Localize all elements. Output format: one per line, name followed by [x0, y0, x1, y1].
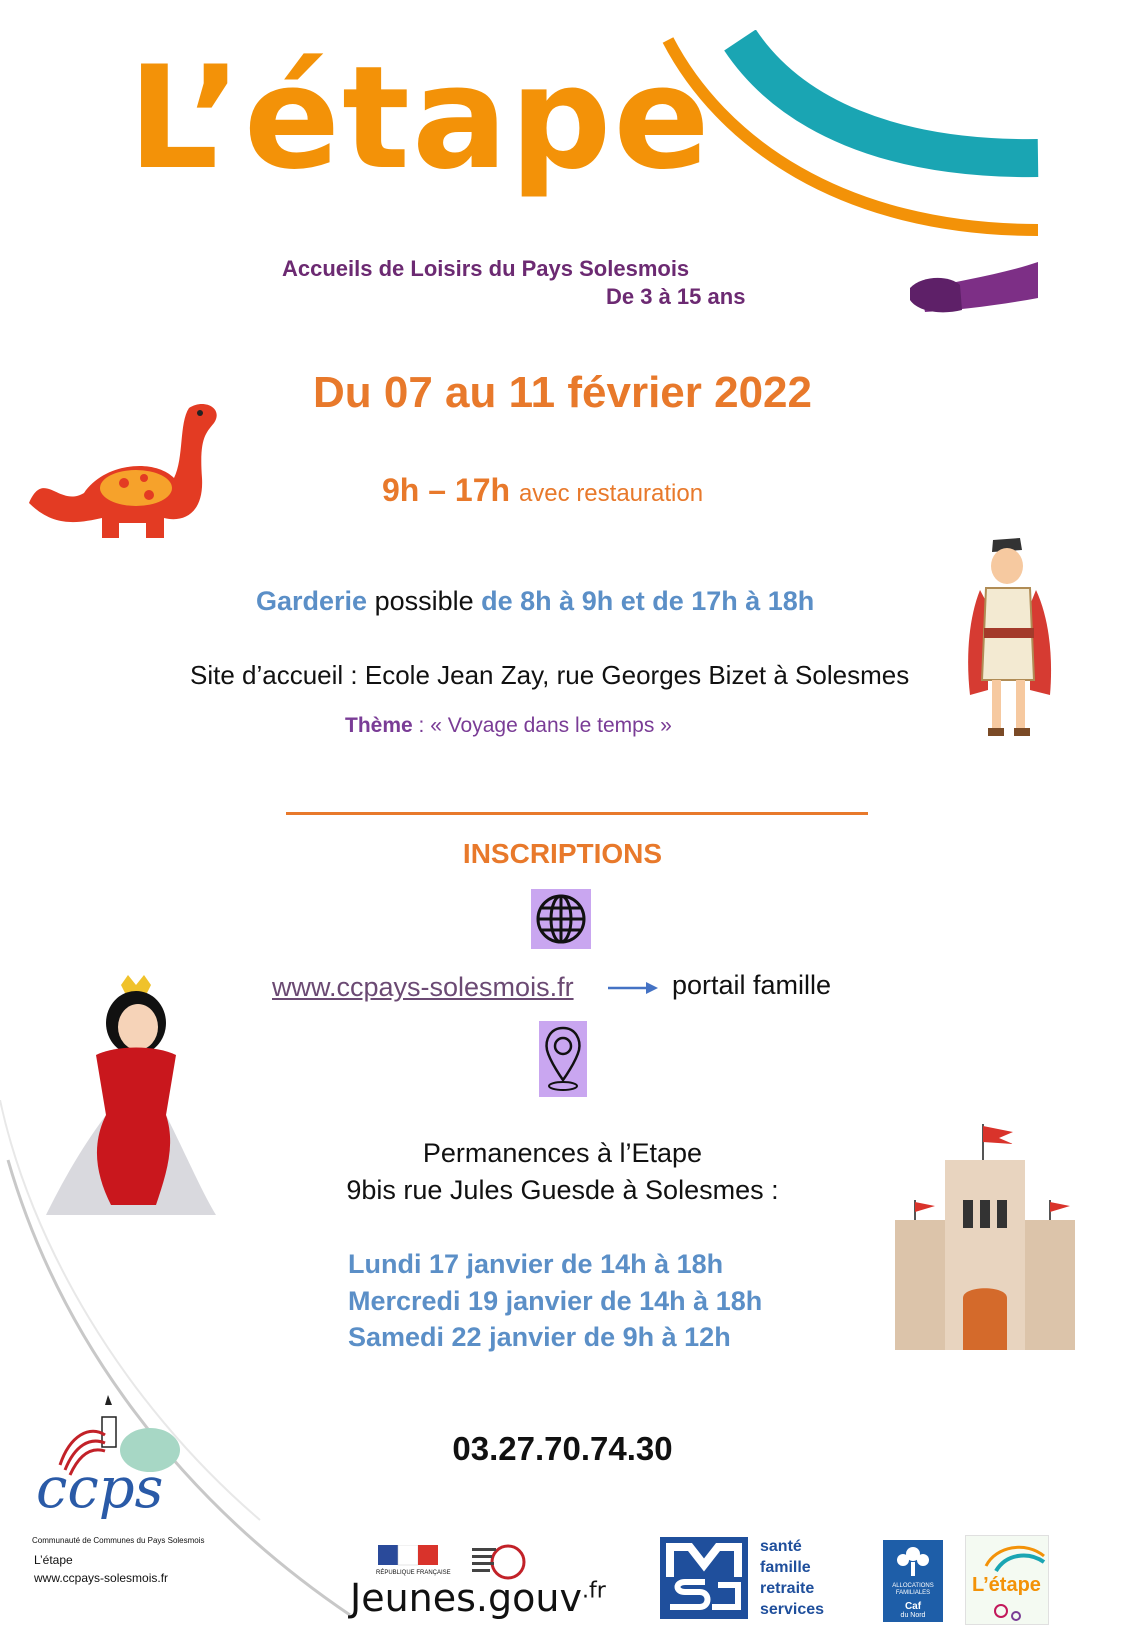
theme-info [345, 714, 672, 738]
event-hours [382, 472, 703, 509]
ccps-logo-text: ccps [36, 1456, 164, 1521]
ccps-url: www.ccpays-solesmois.fr [34, 1571, 169, 1585]
dinosaur-illustration [24, 398, 224, 548]
phone-number[interactable]: 03.27.70.74.30 [452, 1430, 673, 1467]
hours-value: 9h – 17h [382, 472, 511, 508]
caf-line1: ALLOCATIONS FAMILIALES [892, 1583, 934, 1596]
site-address: Site d’accueil : Ecole Jean Zay, rue Georges Bizet à Solesmes [190, 660, 910, 690]
ministere-logo [470, 1540, 530, 1580]
theme-value: : « Voyage dans le temps » [412, 714, 672, 737]
permanence-title: Permanences à l’Etape [422, 1138, 703, 1168]
msa-line: famille [760, 1559, 811, 1576]
jeunes-gouv-logo [350, 1576, 606, 1620]
msa-logo-mark [660, 1537, 748, 1619]
permanence-address: 9bis rue Jules Guesde à Solesmes : [346, 1175, 779, 1205]
caf-line3: du Nord [900, 1612, 926, 1619]
globe-icon-box [531, 889, 591, 949]
caf-logo [883, 1540, 943, 1622]
msa-line: santé [760, 1538, 802, 1555]
section-divider [286, 812, 868, 815]
schedule-item: Mercredi 19 janvier de 14h à 18h [348, 1286, 763, 1316]
caf-tree-icon [893, 1544, 933, 1578]
roman-soldier-illustration [958, 530, 1058, 750]
schedule-item: Lundi 17 janvier de 14h à 18h [348, 1249, 724, 1279]
event-dates: Du 07 au 11 février 2022 [313, 368, 812, 417]
etape-flyer-thumbnail [965, 1535, 1049, 1625]
location-pin-icon-box [539, 1021, 587, 1097]
website-link[interactable]: www.ccpays-solesmois.fr [272, 972, 574, 1002]
garderie-label: Garderie [256, 586, 368, 616]
location-pin-icon [542, 1024, 584, 1094]
theme-label: Thème [345, 714, 413, 737]
jeunes-gouv-suffix: .fr [581, 1578, 606, 1604]
garderie-times: de 8h à 9h et de 17h à 18h [481, 586, 815, 616]
globe-icon [534, 892, 588, 946]
ccps-name: L’étape [34, 1553, 73, 1567]
jeunes-gouv-text: Jeunes.gouv [350, 1576, 582, 1620]
schedule-item: Samedi 22 janvier de 9h à 12h [348, 1322, 731, 1352]
garderie-info [256, 586, 814, 617]
ccps-subtitle: Communauté de Communes du Pays Solesmois [32, 1536, 205, 1545]
inscriptions-heading: INSCRIPTIONS [462, 838, 663, 869]
republique-francaise-logo [378, 1545, 438, 1571]
caf-line2: Caf [904, 1601, 922, 1612]
msa-line: retraite [760, 1580, 815, 1597]
portail-famille-label: portail famille [672, 970, 832, 1000]
header-subtitle-1: Accueils de Loisirs du Pays Solesmois [282, 256, 690, 281]
castle-illustration [895, 1120, 1075, 1352]
header-subtitle-2: De 3 à 15 ans [606, 284, 746, 309]
republique-text: RÉPUBLIQUE FRANÇAISE [376, 1570, 451, 1576]
msa-line: services [760, 1601, 825, 1618]
hours-extra: avec restauration [518, 480, 704, 507]
msa-logo [660, 1537, 748, 1619]
garderie-mid: possible [374, 586, 474, 616]
arrow-right-icon [608, 981, 658, 995]
etape-thumbnail-text: L’étape [972, 1574, 1041, 1596]
etape-logo-text: L’étape [128, 36, 712, 201]
